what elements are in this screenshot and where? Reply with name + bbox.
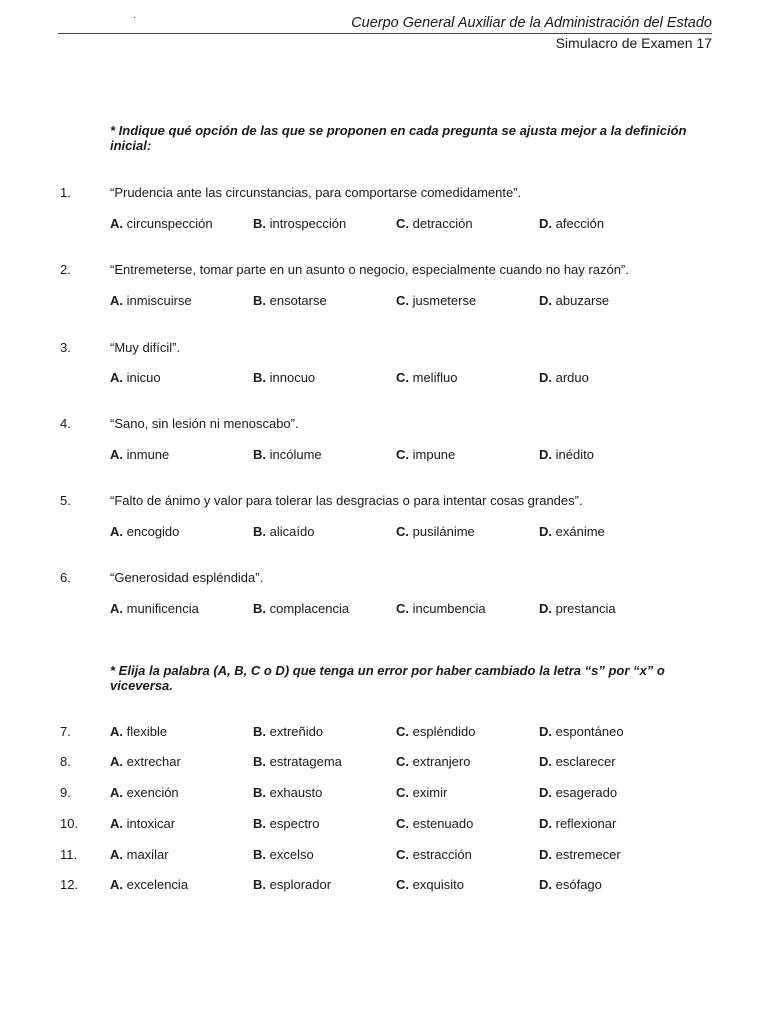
option-text: abuzarse <box>555 293 610 308</box>
option-text: jusmeterse <box>412 293 477 308</box>
option-letter: A. <box>110 601 123 616</box>
option-letter: C. <box>396 216 409 231</box>
option-text: esclarecer <box>555 754 616 769</box>
option-a <box>110 216 213 231</box>
option-a <box>110 847 169 862</box>
option-letter: D. <box>539 447 552 462</box>
option-text: esplorador <box>269 877 332 892</box>
option-b <box>253 847 314 862</box>
option-c <box>396 847 472 862</box>
option-text: complacencia <box>269 601 350 616</box>
option-text: extreñido <box>269 724 324 739</box>
option-letter: C. <box>396 847 409 862</box>
option-a <box>110 370 161 385</box>
option-c <box>396 601 486 616</box>
question-number: 2. <box>60 262 71 277</box>
header-subtitle: Simulacro de Examen 17 <box>555 35 712 51</box>
question-definition: “Sano, sin lesión ni menoscabo”. <box>110 416 299 431</box>
option-text: detracción <box>412 216 473 231</box>
option-c <box>396 524 475 539</box>
option-letter: D. <box>539 216 552 231</box>
option-letter: D. <box>539 877 552 892</box>
option-text: circunspección <box>126 216 213 231</box>
option-letter: C. <box>396 447 409 462</box>
option-text: munificencia <box>126 601 199 616</box>
option-b <box>253 601 349 616</box>
option-text: melifluo <box>412 370 458 385</box>
option-d <box>539 877 602 892</box>
option-text: extrechar <box>126 754 181 769</box>
option-text: estracción <box>412 847 472 862</box>
option-d <box>539 601 616 616</box>
option-letter: C. <box>396 785 409 800</box>
option-a <box>110 785 179 800</box>
option-b <box>253 370 315 385</box>
option-text: exánime <box>555 524 605 539</box>
option-text: inmune <box>126 447 170 462</box>
option-letter: D. <box>539 785 552 800</box>
option-text: intoxicar <box>126 816 176 831</box>
option-text: innocuo <box>269 370 316 385</box>
option-text: flexible <box>126 724 168 739</box>
option-b <box>253 816 320 831</box>
option-c <box>396 447 455 462</box>
option-c <box>396 785 447 800</box>
option-letter: A. <box>110 877 123 892</box>
option-text: ensotarse <box>269 293 327 308</box>
option-text: incólume <box>269 447 322 462</box>
option-d <box>539 216 604 231</box>
option-a <box>110 724 167 739</box>
option-text: exención <box>126 785 179 800</box>
option-text: exquisito <box>412 877 464 892</box>
option-letter: B. <box>253 847 266 862</box>
option-text: estenuado <box>412 816 474 831</box>
option-letter: C. <box>396 601 409 616</box>
question-number: 11. <box>60 847 78 862</box>
option-text: extranjero <box>412 754 471 769</box>
question-number: 6. <box>60 570 71 585</box>
option-letter: D. <box>539 524 552 539</box>
option-letter: C. <box>396 524 409 539</box>
option-text: alicaído <box>269 524 315 539</box>
option-d <box>539 447 594 462</box>
option-letter: B. <box>253 601 266 616</box>
option-text: arduo <box>555 370 589 385</box>
option-letter: C. <box>396 877 409 892</box>
option-letter: C. <box>396 370 409 385</box>
option-letter: B. <box>253 785 266 800</box>
question-definition: “Generosidad espléndida”. <box>110 570 264 585</box>
question-number: 3. <box>60 340 71 355</box>
option-c <box>396 816 473 831</box>
question-definition: “Entremeterse, tomar parte en un asunto o negocio, especialmente cuando no hay razón”. <box>110 262 629 277</box>
option-b <box>253 724 323 739</box>
option-letter: D. <box>539 293 552 308</box>
option-letter: A. <box>110 785 123 800</box>
question-number: 9. <box>60 785 71 800</box>
header-title: Cuerpo General Auxiliar de la Administración del Estado <box>351 15 712 31</box>
option-letter: A. <box>110 447 123 462</box>
option-text: maxilar <box>126 847 169 862</box>
option-letter: A. <box>110 370 123 385</box>
option-a <box>110 877 188 892</box>
option-text: pusilánime <box>412 524 475 539</box>
option-letter: A. <box>110 847 123 862</box>
option-letter: B. <box>253 724 266 739</box>
option-letter: B. <box>253 447 266 462</box>
option-letter: A. <box>110 754 123 769</box>
option-letter: B. <box>253 754 266 769</box>
option-d <box>539 524 605 539</box>
option-b <box>253 447 322 462</box>
option-letter: C. <box>396 724 409 739</box>
option-text: impune <box>412 447 456 462</box>
section2-instruction: * Elija la palabra (A, B, C o D) que tenga un error por haber cambiado la letra “s” por “x” o viceversa. <box>110 663 665 693</box>
option-b <box>253 293 327 308</box>
option-letter: C. <box>396 754 409 769</box>
option-a <box>110 447 169 462</box>
option-letter: A. <box>110 816 123 831</box>
option-b <box>253 877 331 892</box>
option-c <box>396 370 457 385</box>
option-text: esagerado <box>555 785 618 800</box>
option-c <box>396 293 476 308</box>
option-text: reflexionar <box>555 816 617 831</box>
question-number: 7. <box>60 724 71 739</box>
option-a <box>110 601 199 616</box>
option-letter: D. <box>539 370 552 385</box>
option-a <box>110 524 179 539</box>
option-a <box>110 816 175 831</box>
header-dot: · <box>133 12 137 23</box>
option-letter: C. <box>396 293 409 308</box>
option-b <box>253 754 342 769</box>
option-d <box>539 724 624 739</box>
option-text: inmiscuirse <box>126 293 192 308</box>
option-text: encogido <box>126 524 180 539</box>
option-letter: B. <box>253 877 266 892</box>
option-d <box>539 370 589 385</box>
header-rule <box>58 33 712 34</box>
option-text: excelso <box>269 847 314 862</box>
question-number: 8. <box>60 754 71 769</box>
option-text: estratagema <box>269 754 342 769</box>
option-letter: B. <box>253 524 266 539</box>
option-letter: B. <box>253 816 266 831</box>
question-number: 4. <box>60 416 71 431</box>
option-letter: B. <box>253 370 266 385</box>
option-d <box>539 847 621 862</box>
option-d <box>539 816 616 831</box>
option-text: espontáneo <box>555 724 624 739</box>
option-d <box>539 785 617 800</box>
option-c <box>396 754 470 769</box>
option-c <box>396 877 464 892</box>
option-text: estremecer <box>555 847 621 862</box>
option-text: espectro <box>269 816 320 831</box>
option-a <box>110 754 181 769</box>
option-letter: A. <box>110 216 123 231</box>
option-d <box>539 293 609 308</box>
question-number: 1. <box>60 185 71 200</box>
option-text: afección <box>555 216 605 231</box>
option-letter: D. <box>539 724 552 739</box>
option-text: introspección <box>269 216 347 231</box>
option-letter: D. <box>539 754 552 769</box>
option-letter: A. <box>110 524 123 539</box>
question-definition: “Prudencia ante las circunstancias, para comportarse comedidamente”. <box>110 185 522 200</box>
option-text: excelencia <box>126 877 189 892</box>
option-text: exhausto <box>269 785 323 800</box>
option-text: espléndido <box>412 724 476 739</box>
question-definition: “Falto de ánimo y valor para tolerar las desgracias o para intentar cosas grandes”. <box>110 493 583 508</box>
option-text: incumbencia <box>412 601 486 616</box>
option-letter: C. <box>396 816 409 831</box>
option-text: prestancia <box>555 601 616 616</box>
option-letter: D. <box>539 601 552 616</box>
option-letter: D. <box>539 816 552 831</box>
option-b <box>253 785 322 800</box>
section1-instruction: * Indique qué opción de las que se proponen en cada pregunta se ajusta mejor a la definición inicial: <box>110 123 687 153</box>
option-b <box>253 524 314 539</box>
option-letter: D. <box>539 847 552 862</box>
option-c <box>396 216 473 231</box>
option-a <box>110 293 192 308</box>
question-number: 12. <box>60 877 79 892</box>
option-text: eximir <box>412 785 448 800</box>
option-letter: B. <box>253 216 266 231</box>
option-d <box>539 754 616 769</box>
option-letter: A. <box>110 293 123 308</box>
option-text: inédito <box>555 447 594 462</box>
question-number: 5. <box>60 493 71 508</box>
option-letter: B. <box>253 293 266 308</box>
option-c <box>396 724 476 739</box>
question-number: 10. <box>60 816 79 831</box>
option-letter: A. <box>110 724 123 739</box>
option-b <box>253 216 346 231</box>
option-text: inicuo <box>126 370 161 385</box>
option-text: esófago <box>555 877 602 892</box>
question-definition: “Muy difícil”. <box>110 340 181 355</box>
